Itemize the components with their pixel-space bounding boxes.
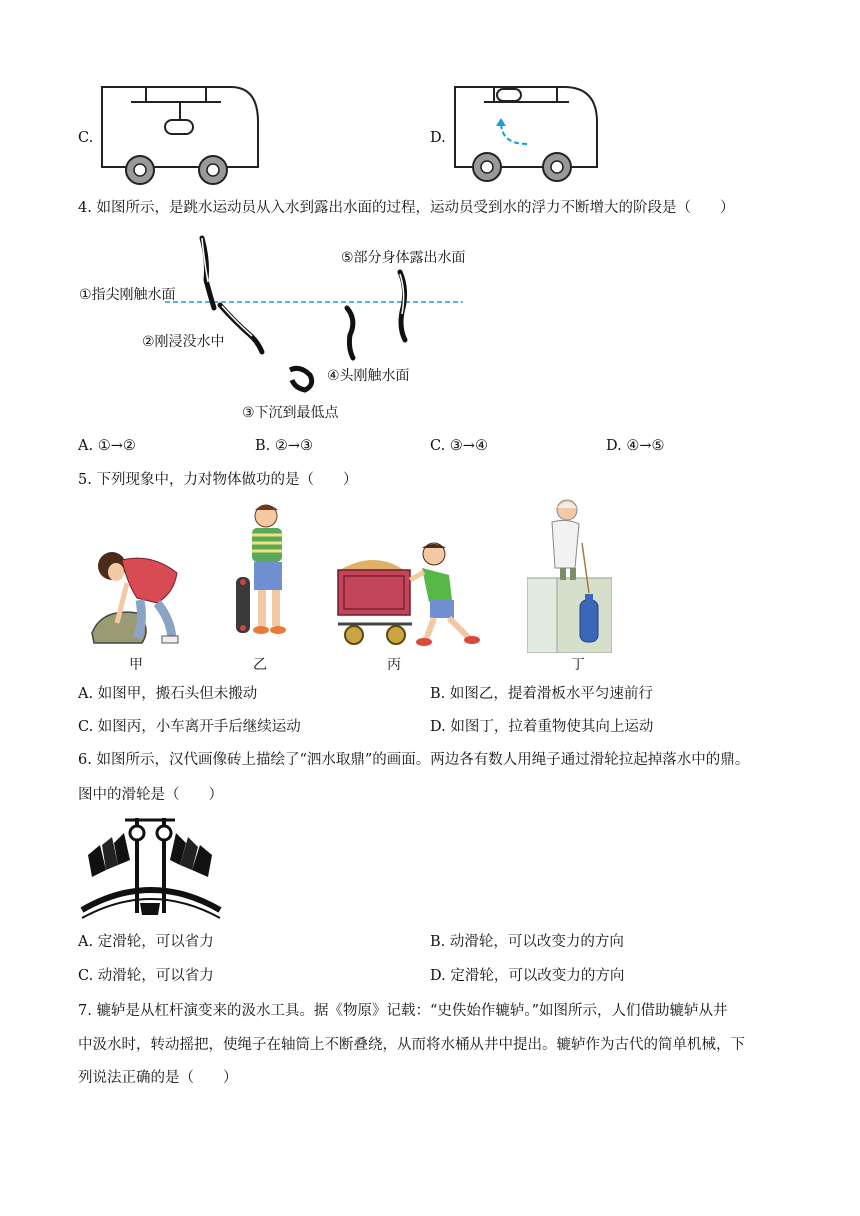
diver-label-1: ①指尖刚触水面 (79, 287, 176, 303)
question-6-stem-line1: 6. 如图所示，汉代画像砖上描绘了“泗水取鼎”的画面。两边各有数人用绳子通过滑轮拉起掉落水中的鼎。 (78, 752, 750, 768)
q4-option-b: B. ②→③ (255, 438, 314, 454)
question-7-line1: 7. 辘轳是从杠杆演变来的汲水工具。据《物原》记载：“史佚始作辘轳。”如图所示，人们借助辘轳从井 (78, 1003, 728, 1019)
bus-figure-d (449, 82, 609, 187)
q4-option-a: A. ①→② (78, 438, 136, 454)
question-4-stem: 4. 如图所示，是跳水运动员从入水到露出水面的过程，运动员受到水的浮力不断增大的阶段是（ ） (78, 200, 735, 216)
caption-bing: 丙 (387, 657, 401, 673)
q5-option-a: A. 如图甲，搬石头但未搬动 (78, 686, 258, 702)
diver-label-5: ⑤部分身体露出水面 (341, 250, 466, 266)
q6-option-b: B. 动滑轮，可以改变力的方向 (430, 934, 624, 950)
q5-option-d: D. 如图丁，拉着重物使其向上运动 (430, 719, 654, 735)
q6-option-d: D. 定滑轮，可以改变力的方向 (430, 968, 625, 984)
pulley-relief-image (80, 815, 222, 920)
bus-figure-c (96, 82, 266, 187)
option-d-label: D. (430, 130, 446, 146)
diver-label-2: ②刚浸没水中 (142, 334, 225, 350)
q5-option-b: B. 如图乙，提着滑板水平匀速前行 (430, 686, 653, 702)
q5-option-c: C. 如图丙，小车离开手后继续运动 (78, 719, 301, 735)
question-5-stem: 5. 下列现象中，力对物体做功的是（ ） (78, 472, 358, 488)
question-7-line2: 中汲水时，转动摇把，使绳子在轴筒上不断叠绕，从而将水桶从井中提出。辘轳作为古代的简单机械，下 (78, 1037, 745, 1053)
option-c-label: C. (78, 130, 94, 146)
figure-jia-lifting-stone (82, 538, 192, 648)
caption-jia: 甲 (129, 657, 143, 673)
caption-ding: 丁 (571, 657, 585, 673)
caption-yi: 乙 (253, 657, 267, 673)
q4-option-c: C. ③→④ (430, 438, 488, 454)
question-7-line3: 列说法正确的是（ ） (78, 1070, 238, 1086)
q4-option-d: D. ④→⑤ (606, 438, 665, 454)
diver-label-4: ④头刚触水面 (327, 368, 410, 384)
q6-option-c: C. 动滑轮，可以省力 (78, 968, 214, 984)
diver-label-3: ③下沉到最低点 (242, 405, 339, 421)
figure-ding-lifting-weight (527, 498, 612, 653)
figure-bing-pushing-cart (334, 540, 494, 650)
q6-option-a: A. 定滑轮，可以省力 (78, 934, 214, 950)
figure-yi-skateboard (228, 502, 298, 647)
question-6-stem-line2: 图中的滑轮是（ ） (78, 787, 223, 803)
